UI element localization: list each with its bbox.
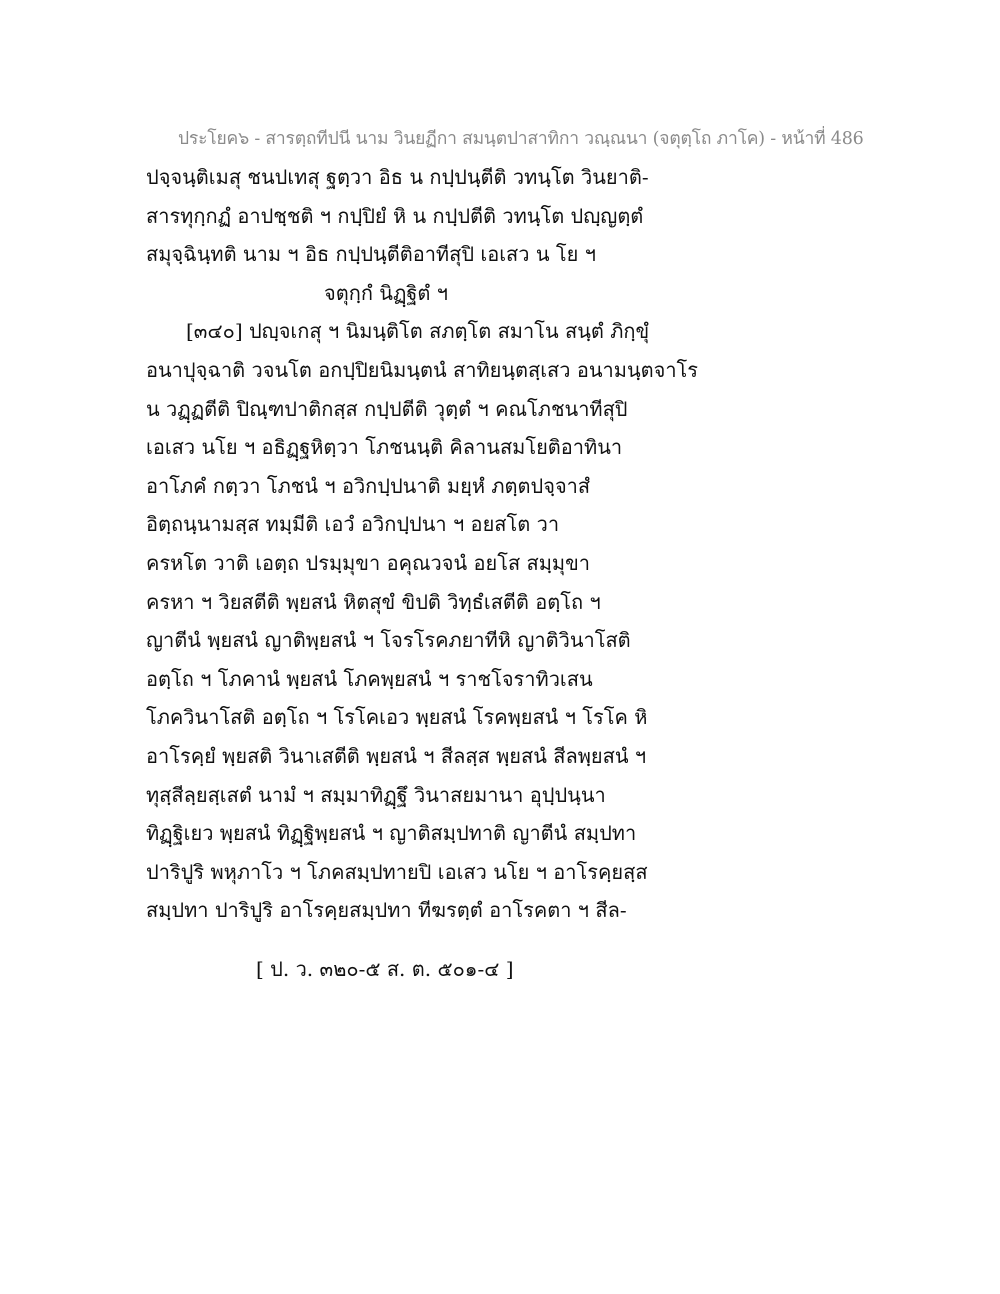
text-line-6: อนาปุจฺฉาติ วจนโต อกปฺปิยนิมนฺตนํ สาทิยนฺตสฺเสว อนามนฺตจาโร <box>146 357 699 382</box>
text-line-17: ทุสฺสีลฺยสฺเสตํ นามํ ฯ สมฺมาทิฏฺฐึ วินาสยมานา อุปฺปนฺนา <box>146 782 606 807</box>
footer-reference: [ ป. ว. ๓๒๐-๕ ส. ต. ๕๐๑-๔ ] <box>256 957 514 981</box>
text-line-19: ปาริปูริ พหุภาโว ฯ โภคสมฺปทายปิ เอเสว นโย ฯ อาโรคฺยสฺส <box>146 859 648 884</box>
text-line-13: ญาตีนํ พฺยสนํ ญาติพฺยสนํ ฯ โจรโรคภยาทีหิ ญาติวินาโสติ <box>146 628 631 653</box>
text-line-8: เอเสว นโย ฯ อธิฏฺฐหิตฺวา โภชนนฺติ คิลานสมโยติอาทินา <box>146 435 623 460</box>
text-line-20: สมฺปทา ปาริปูริ อาโรคฺยสมฺปทา ทีฆรตฺตํ อาโรคตา ฯ สีล- <box>146 898 627 923</box>
text-line-5: [๓๔๐] ปญฺจเกสุ ฯ นิมนฺติโต สภตฺโต สมาโน สนฺตํ ภิกฺขุํ <box>186 319 650 344</box>
text-line-3: สมุจฺฉินฺทติ นาม ฯ อิธ กปฺปนฺตีติอาทีสุปิ เอเสว น โย ฯ <box>146 242 596 267</box>
text-line-1: ปจฺจนฺติเมสุ ชนปเทสุ ฐตฺวา อิธ น กปฺปนฺตีติ วทนฺโต วินยาติ- <box>146 165 649 189</box>
text-line-16: อาโรคฺยํ พฺยสติ วินาเสตีติ พฺยสนํ ฯ สีลสฺส พฺยสนํ สีลพฺยสนํ ฯ <box>146 743 647 768</box>
section-subheading: จตุกฺกํ นิฏฺฐิตํ ฯ <box>324 280 448 305</box>
running-header: ประโยค๖ - สารตฺถทีปนี นาม วินยฏีกา สมนฺตปาสาทิกา วณฺณนา (จตุตฺโถ ภาโค) - หน้าที่ 486 <box>178 129 864 149</box>
text-line-7: น วฏฺฏตีติ ปิณฺฑปาติกสฺส กปฺปตีติ วุตฺตํ ฯ คณโภชนาทีสุปิ <box>146 396 628 421</box>
text-line-9: อาโภคํ กตฺวา โภชนํ ฯ อวิกปฺปนาติ มยฺหํ ภตฺตปจฺจาสํ <box>146 473 591 498</box>
text-line-2: สารทุกฺกฏํ อาปชฺชติ ฯ กปฺปิยํ หิ น กปฺปตีติ วทนฺโต ปญฺญตฺตํ <box>146 203 644 228</box>
text-line-15: โภควินาโสติ อตฺโถ ฯ โรโคเอว พฺยสนํ โรคพฺยสนํ ฯ โรโค หิ <box>146 705 648 730</box>
body-text <box>146 158 846 930</box>
text-line-10: อิตฺถนฺนามสฺส ทมฺมีติ เอวํ อวิกปฺปนา ฯ อยสโต วา <box>146 512 560 537</box>
text-line-11: ครหโต วาติ เอตฺถ ปรมฺมุขา อคุณวจนํ อยโส สมฺมุขา <box>146 550 591 575</box>
text-line-12: ครหา ฯ วิยสตีติ พฺยสนํ หิตสุขํ ขิปติ วิทฺธํเสตีติ อตฺโถ ฯ <box>146 589 601 614</box>
text-line-14: อตฺโถ ฯ โภคานํ พฺยสนํ โภคพฺยสนํ ฯ ราชโจราทิวเสน <box>146 666 593 691</box>
text-line-18: ทิฏฺฐิเยว พฺยสนํ ทิฏฺฐิพฺยสนํ ฯ ญาติสมฺปทาติ ญาตีนํ สมฺปทา <box>146 821 637 846</box>
